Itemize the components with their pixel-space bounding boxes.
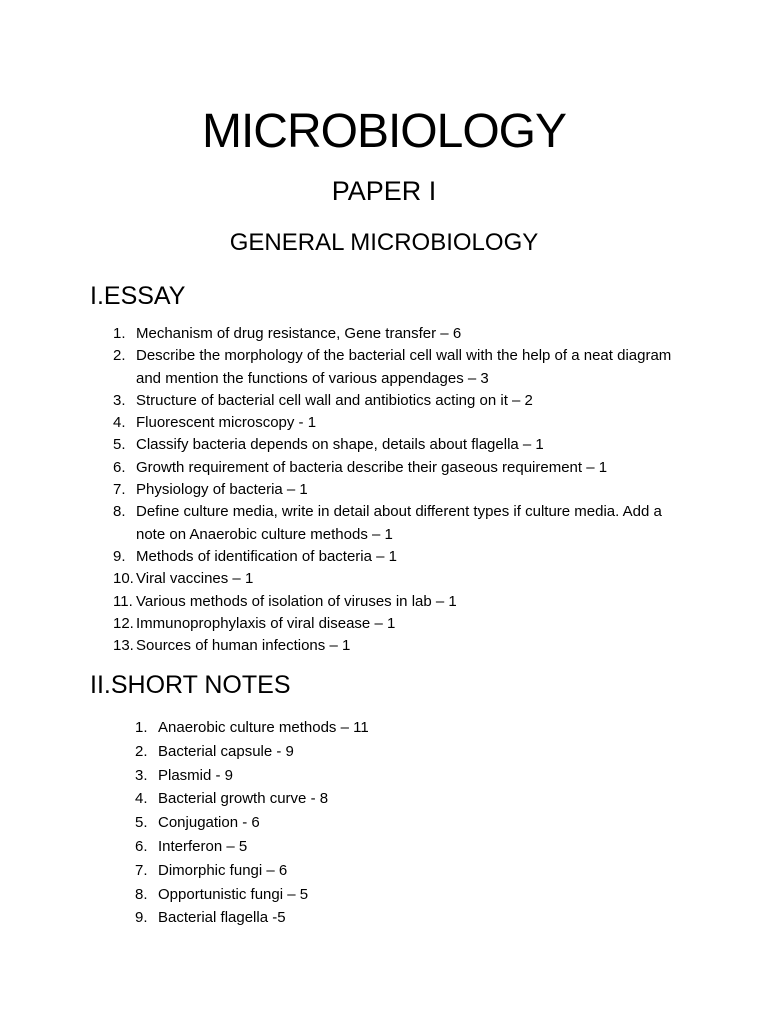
item-text: Growth requirement of bacteria describe their gaseous requirement – 1 — [136, 458, 608, 476]
list-item — [135, 740, 695, 764]
list-item — [113, 434, 693, 456]
item-number: 12. — [113, 614, 134, 632]
list-item — [113, 591, 693, 613]
item-text: Mechanism of drug resistance, Gene transfer – 6 — [136, 325, 462, 342]
item-text: Conjugation - 6 — [158, 814, 260, 832]
item-number: 1. — [135, 719, 148, 736]
item-number: 8. — [135, 885, 148, 903]
item-number: 3. — [113, 391, 126, 409]
list-item — [135, 787, 695, 811]
paper-label: PAPER I — [331, 176, 437, 206]
item-text: Interferon – 5 — [158, 837, 248, 855]
list-item — [113, 546, 693, 568]
document-title: MICROBIOLOGY — [201, 105, 567, 158]
list-item — [135, 716, 695, 740]
item-number: 4. — [113, 414, 126, 432]
item-number: 7. — [135, 861, 148, 879]
list-item — [113, 345, 693, 390]
item-text: Bacterial capsule - 9 — [158, 742, 294, 760]
item-number: 6. — [113, 458, 126, 476]
list-item — [113, 390, 693, 412]
list-item — [113, 412, 693, 434]
list-item — [113, 568, 693, 590]
item-text: Various methods of isolation of viruses in lab – 1 — [136, 592, 457, 610]
item-number: 4. — [135, 790, 148, 808]
item-text: Immunoprophylaxis of viral disease – 1 — [136, 614, 396, 632]
item-number: 1. — [113, 325, 126, 342]
item-text: Structure of bacterial cell wall and antibiotics acting on it – 2 — [136, 391, 533, 409]
item-number: 13. — [113, 637, 134, 655]
short-notes-list — [135, 716, 695, 930]
item-text: Methods of identification of bacteria – 1 — [136, 547, 397, 565]
list-item — [113, 635, 693, 657]
item-text: Physiology of bacteria – 1 — [136, 481, 308, 499]
essay-section-heading: I.ESSAY — [90, 282, 186, 310]
item-text: Opportunistic fungi – 5 — [158, 885, 309, 903]
list-item — [135, 835, 695, 859]
item-text: Anaerobic culture methods – 11 — [158, 719, 369, 736]
item-number: 5. — [113, 436, 126, 454]
item-text: Define culture media, write in detail about different types if culture media. Add a note on Anaerobic culture methods – 1 — [136, 503, 662, 543]
list-item — [113, 323, 693, 345]
item-text: Describe the morphology of the bacterial cell wall with the help of a neat diagram and mention the functions of various appendages – 3 — [136, 347, 672, 387]
item-text: Classify bacteria depends on shape, details about flagella – 1 — [136, 436, 544, 454]
item-number: 6. — [135, 837, 148, 855]
list-item — [135, 906, 695, 930]
list-item — [113, 457, 693, 479]
item-number: 9. — [135, 909, 148, 927]
list-item — [135, 811, 695, 835]
item-number: 3. — [135, 766, 148, 784]
item-text: Sources of human infections – 1 — [136, 637, 351, 655]
list-item — [135, 883, 695, 907]
item-number: 5. — [135, 814, 148, 832]
item-text: Fluorescent microscopy - 1 — [136, 414, 317, 432]
short-notes-section-heading: II.SHORT NOTES — [90, 671, 291, 699]
item-text: Viral vaccines – 1 — [136, 570, 254, 588]
list-item — [113, 479, 693, 501]
item-text: Plasmid - 9 — [158, 766, 234, 784]
list-item — [113, 613, 693, 635]
item-number: 11. — [113, 592, 133, 610]
subject-heading: GENERAL MICROBIOLOGY — [229, 229, 539, 256]
item-text: Dimorphic fungi – 6 — [158, 861, 288, 879]
list-item — [135, 859, 695, 883]
essay-question-list — [113, 323, 693, 657]
item-text: Bacterial growth curve - 8 — [158, 790, 329, 808]
list-item — [113, 501, 693, 546]
item-number: 7. — [113, 481, 126, 499]
item-number: 2. — [113, 347, 126, 365]
item-number: 8. — [113, 503, 126, 521]
list-item — [135, 764, 695, 788]
item-number: 9. — [113, 547, 126, 565]
item-number: 2. — [135, 742, 148, 760]
item-number: 10. — [113, 570, 134, 588]
item-text: Bacterial flagella -5 — [158, 909, 286, 927]
